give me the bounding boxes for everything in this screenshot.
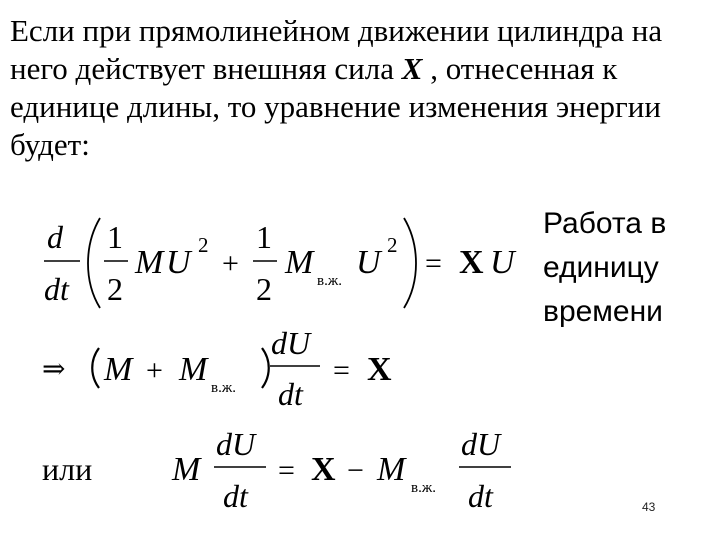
eq1-M-water: M: [285, 244, 314, 281]
side-note-line-3: времени: [543, 295, 663, 328]
eq1-dt: dt: [44, 271, 69, 307]
eq2-right-paren: [262, 348, 269, 388]
eq1-M: M: [135, 244, 164, 281]
eq3-M: M: [172, 451, 201, 488]
intro-text-before: Если при прямолинейном движении цилиндра на него действует внешняя сила: [10, 13, 663, 86]
eq1-subscript: в.ж.: [317, 273, 342, 289]
eq1-one-a: 1: [107, 219, 123, 255]
eq1-square-a: 2: [198, 233, 209, 257]
eq2-left-paren: [92, 348, 99, 388]
eq3-minus: −: [347, 454, 364, 487]
side-note-line-2: единицу: [543, 251, 659, 284]
eq2-dU: dU: [271, 325, 311, 361]
eq3-dU-second: dU: [461, 426, 501, 462]
eq1-U-second: U: [356, 244, 381, 281]
eq3-dt: dt: [223, 478, 248, 514]
equation-3: [42, 426, 511, 514]
eq1-X: X: [459, 244, 484, 281]
eq2-implies: ⇒: [42, 354, 66, 385]
eq2-M: M: [104, 351, 133, 388]
eq3-subscript: в.ж.: [411, 480, 436, 496]
eq1-U: U: [166, 244, 191, 281]
eq1-d: d: [47, 219, 63, 255]
eq1-square-b: 2: [387, 233, 398, 257]
intro-text-after: , отнесенная к единице длины, то уравнение изменения энергии будет:: [10, 51, 661, 162]
eq1-right-paren: [404, 218, 416, 308]
eq2-dt: dt: [278, 376, 303, 412]
eq2-X: X: [367, 351, 392, 388]
eq3-X: X: [311, 451, 336, 488]
eq3-M-water: M: [377, 451, 406, 488]
eq1-one-b: 1: [256, 219, 272, 255]
side-note-line-1: Работа в: [543, 207, 667, 240]
eq1-left-paren: [88, 218, 100, 308]
eq2-equals: =: [333, 354, 350, 387]
slide-number: 43: [642, 500, 656, 514]
eq1-plus: +: [222, 247, 239, 280]
eq2-plus: +: [146, 354, 163, 387]
eq3-word-or: или: [42, 451, 93, 487]
eq2-M-water: M: [179, 351, 208, 388]
eq2-subscript: в.ж.: [211, 380, 236, 396]
eq3-equals: =: [278, 454, 295, 487]
eq1-U-rhs: U: [490, 244, 515, 281]
eq1-equals: =: [425, 247, 442, 280]
eq1-two-b: 2: [256, 271, 272, 307]
equation-2: [42, 325, 392, 412]
force-symbol: X: [401, 51, 423, 86]
equation-1: [44, 218, 517, 308]
eq1-two-a: 2: [107, 271, 123, 307]
eq3-dt-second: dt: [468, 478, 493, 514]
eq3-dU: dU: [216, 426, 256, 462]
